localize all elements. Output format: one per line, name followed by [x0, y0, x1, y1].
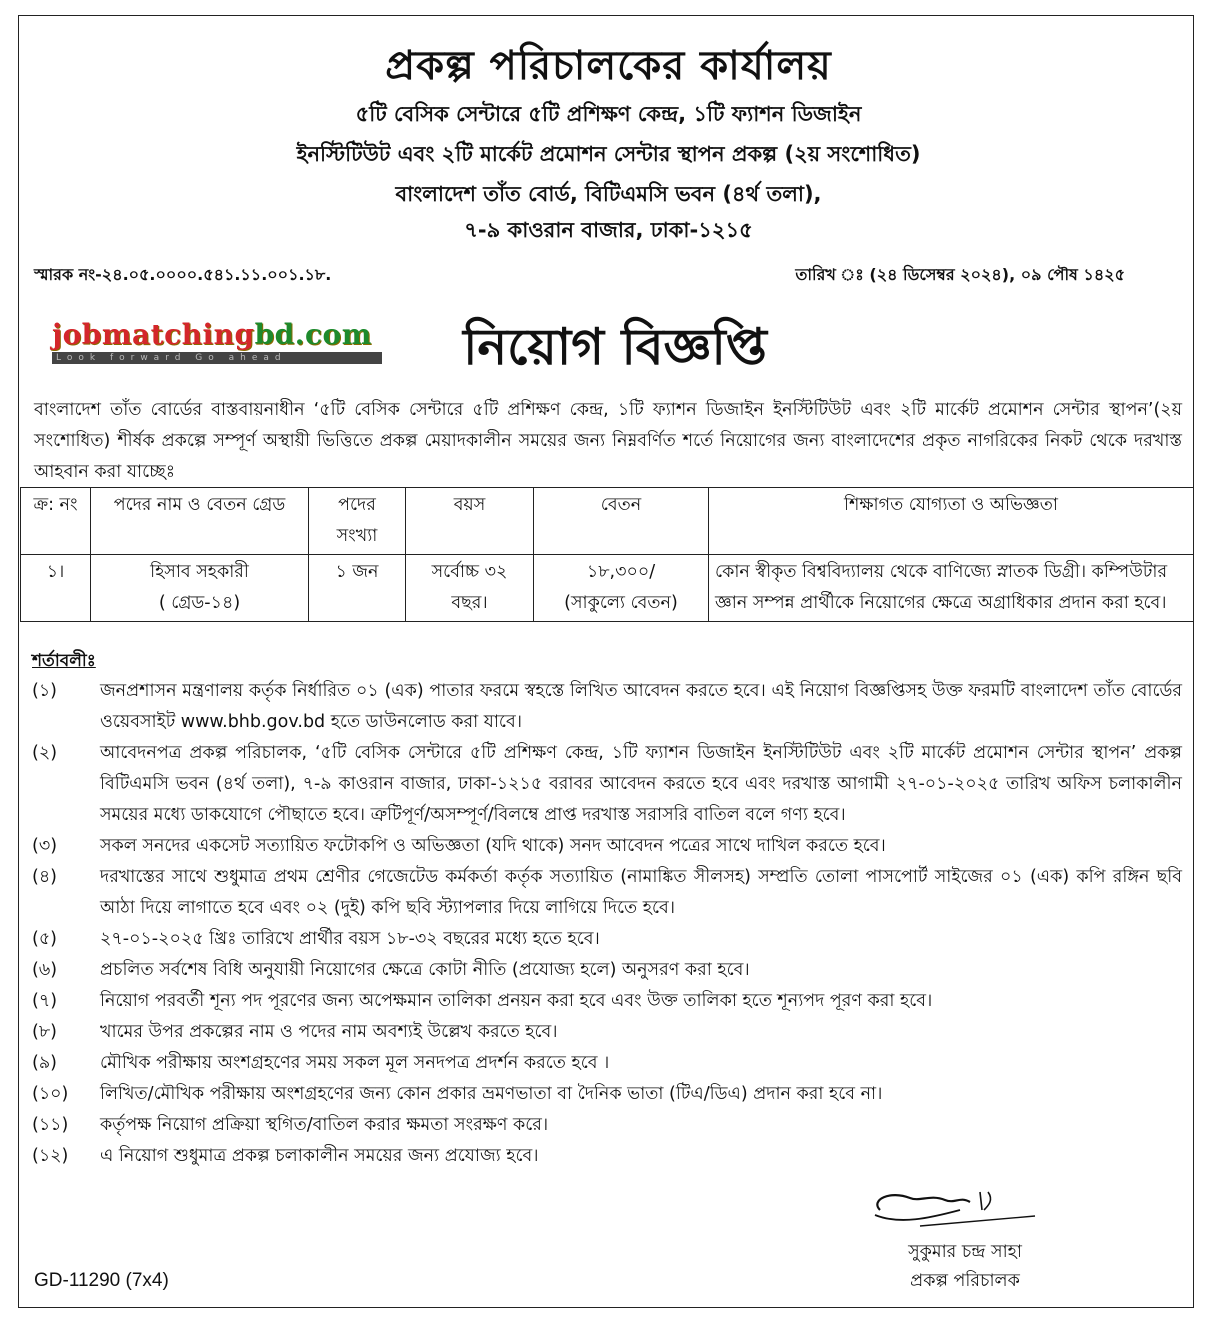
- term-number: (৭): [32, 991, 58, 1011]
- term-text: প্রচলিত সর্বশেষ বিধি অনুযায়ী নিয়োগের ক্ষেত্রে কোটা নীতি (প্রযোজ্য হলে) অনুসরণ করা হবে।: [100, 960, 750, 980]
- term-text: মৌখিক পরীক্ষায় অংশগ্রহণের সময় সকল মূল সনদপত্র প্রদর্শন করতে হবে ।: [100, 1053, 610, 1073]
- term-number: (১২): [32, 1146, 69, 1166]
- project-line-2: ইনস্টিটিউট এবং ২টি মার্কেট প্রমোশন সেন্টার স্থাপন প্রকল্প (২য় সংশোধিত): [296, 142, 921, 166]
- signatory-name: সুকুমার চন্দ্র সাহা: [908, 1242, 1022, 1262]
- address-line-1: বাংলাদেশ তাঁত বোর্ড, বিটিএমসি ভবন (৪র্থ তলা),: [395, 182, 822, 206]
- header-serial: ক্র: নং: [21, 488, 91, 555]
- term-item: [32, 924, 1182, 955]
- header-count: পদের সংখ্যা: [309, 488, 406, 555]
- term-item: [32, 1048, 1182, 1079]
- cell-serial: ১।: [21, 555, 91, 622]
- term-number: (৯): [32, 1053, 58, 1073]
- term-text: লিখিত/মৌখিক পরীক্ষায় অংশগ্রহণের জন্য কোন প্রকার ভ্রমণভাতা বা দৈনিক ভাতা (টিএ/ডিএ) প্রদান করা হবে না।: [100, 1084, 883, 1104]
- logo-text-1: jobmatching: [52, 318, 255, 351]
- header-post: পদের নাম ও বেতন গ্রেড: [91, 488, 309, 555]
- term-item: [32, 738, 1182, 831]
- term-text: ২৭-০১-২০২৫ খ্রিঃ তারিখে প্রার্থীর বয়স ১৮-৩২ বছরের মধ্যে হতে হবে।: [100, 929, 600, 949]
- project-line-1: ৫টি বেসিক সেন্টারে ৫টি প্রশিক্ষণ কেন্দ্র, ১টি ফ্যাশন ডিজাইন: [355, 102, 862, 126]
- notice-title: নিয়োগ বিজ্ঞপ্তি: [463, 318, 767, 376]
- handwritten-signature: [860, 1180, 1080, 1240]
- header-qualification: শিক্ষাগত যোগ্যতা ও অভিজ্ঞতা: [709, 488, 1194, 555]
- term-item: [32, 1079, 1182, 1110]
- memo-number: স্মারক নং-২৪.০৫.০০০০.৫৪১.১১.০০১.১৮.: [34, 265, 332, 284]
- term-item: [32, 831, 1182, 862]
- table-header-row: [21, 488, 1194, 555]
- term-number: (১০): [32, 1084, 69, 1104]
- term-number: (২): [32, 743, 58, 763]
- term-number: (৫): [32, 929, 58, 949]
- term-text: খামের উপর প্রকল্পের নাম ও পদের নাম অবশ্যই উল্লেখ করতে হবে।: [100, 1022, 558, 1042]
- post-grade: ( গ্রেড-১৪): [158, 593, 241, 613]
- term-text: কর্তৃপক্ষ নিয়োগ প্রক্রিয়া স্থগিত/বাতিল করার ক্ষমতা সংরক্ষণ করে।: [100, 1115, 549, 1135]
- term-number: (৩): [32, 836, 58, 856]
- term-text: আবেদনপত্র প্রকল্প পরিচালক, ‘৫টি বেসিক সেন্টারে ৫টি প্রশিক্ষণ কেন্দ্র, ১টি ফ্যাশন ডিজাইন ইনস্টিটিউট এবং ২টি মার্কেট প্রমোশন সেন্টার স্থাপন’ প্রকল্প বিটিএমসি ভবন (৪র্থ তলা), ৭-৯ কাওরান বাজার, ঢাকা-১২১৫ বরাবর আবেদন করতে হবে এবং দরখাস্ত আগামী ২৭-০১-২০২৫ তারিখ অফিস চলাকালীন সময়ের মধ্যে ডাকযোগে পৌছাতে হবে। ত্রুটিপূর্ণ/অসম্পূর্ণ/বিলম্বে প্রাপ্ত দরখাস্ত সরাসরি বাতিল বলে গণ্য হবে।: [100, 743, 1182, 825]
- cell-post: [91, 555, 309, 622]
- term-text: দরখাস্তের সাথে শুধুমাত্র প্রথম শ্রেণীর গেজেটেড কর্মকর্তা কর্তৃক সত্যায়িত (নামাঙ্কিত সীলসহ) সম্প্রতি তোলা পাসপোর্ট সাইজের ০১ (এক) কপি রঙ্গিন ছবি আঠা দিয়ে লাগাতে হবে এবং ০২ (দুই) কপি ছবি স্ট্যাপলার দিয়ে লাগিয়ে দিতে হবে।: [100, 867, 1182, 918]
- term-item: [32, 862, 1182, 924]
- cell-count: ১ জন: [309, 555, 406, 622]
- term-item: [32, 986, 1182, 1017]
- post-name: হিসাব সহকারী: [150, 562, 249, 582]
- term-text: নিয়োগ পরবর্তী শূন্য পদ পূরণের জন্য অপেক্ষমান তালিকা প্রনয়ন করা হবে এবং উক্ত তালিকা হতে শূন্যপদ পূরণ করা হবে।: [100, 991, 933, 1011]
- job-table: [20, 487, 1194, 622]
- term-number: (১): [32, 681, 58, 701]
- signature-block: [850, 1238, 1080, 1296]
- office-title: প্রকল্প পরিচালকের কার্যালয়: [385, 43, 832, 89]
- term-item: [32, 1141, 1182, 1172]
- logo-text-2: bd.com: [254, 318, 372, 351]
- gd-reference: GD-11290 (7x4): [34, 1270, 169, 1291]
- header-age: বয়স: [406, 488, 534, 555]
- term-item: [32, 1110, 1182, 1141]
- cell-qualification: কোন স্বীকৃত বিশ্ববিদ্যালয় থেকে বাণিজ্যে স্নাতক ডিগ্রী। কম্পিউটার জ্ঞান সম্পন্ন প্রার্থীকে নিয়োগের ক্ষেত্রে অগ্রাধিকার প্রদান করা হবে।: [709, 555, 1194, 622]
- term-number: (৮): [32, 1022, 58, 1042]
- terms-heading: শর্তাবলীঃ: [32, 651, 96, 671]
- term-text: এ নিয়োগ শুধুমাত্র প্রকল্প চলাকালীন সময়ের জন্য প্রযোজ্য হবে।: [100, 1146, 539, 1166]
- term-text: জনপ্রশাসন মন্ত্রণালয় কর্তৃক নির্ধারিত ০১ (এক) পাতার ফরমে স্বহস্তে লিখিত আবেদন করতে হবে। এই নিয়োগ বিজ্ঞপ্তিসহ উক্ত ফরমটি বাংলাদেশ তাঁত বোর্ডের ওয়েবসাইট www.bhb.gov.bd হতে ডাউনলোড করা যাবে।: [100, 681, 1182, 732]
- header-salary: বেতন: [534, 488, 709, 555]
- term-number: (৬): [32, 960, 58, 980]
- notice-date: তারিখ ঃ (২৪ ডিসেম্বর ২০২৪), ০৯ পৌষ ১৪২৫: [795, 265, 1125, 284]
- term-number: (৪): [32, 867, 58, 887]
- term-number: (১১): [32, 1115, 69, 1135]
- terms-list: [32, 676, 1182, 1172]
- cell-salary: [534, 555, 709, 622]
- term-item: [32, 955, 1182, 986]
- watermark-logo: [52, 318, 382, 366]
- term-item: [32, 676, 1182, 738]
- cell-age: সর্বোচ্চ ৩২ বছর।: [406, 555, 534, 622]
- term-text: সকল সনদের একসেট সত্যায়িত ফটোকপি ও অভিজ্ঞতা (যদি থাকে) সনদ আবেদন পত্রের সাথে দাখিল করতে হবে।: [100, 836, 886, 856]
- table-row: [21, 555, 1194, 622]
- signatory-designation: প্রকল্প পরিচালক: [910, 1271, 1020, 1291]
- salary-amount: ১৮,৩০০/: [586, 562, 656, 582]
- logo-tagline: Look forward Go ahead: [52, 352, 382, 364]
- address-line-2: ৭-৯ কাওরান বাজার, ঢাকা-১২১৫: [464, 218, 753, 242]
- term-item: [32, 1017, 1182, 1048]
- intro-paragraph: বাংলাদেশ তাঁত বোর্ডের বাস্তবায়নাধীন ‘৫টি বেসিক সেন্টারে ৫টি প্রশিক্ষণ কেন্দ্র, ১টি ফ্যাশন ডিজাইন ইনস্টিটিউট এবং ২টি মার্কেট প্রমোশন সেন্টার স্থাপন’(২য় সংশোধিত) শীর্ষক প্রকল্পে সম্পূর্ণ অস্থায়ী ভিত্তিতে প্রকল্প মেয়াদকালীন সময়ের জন্য নিম্নবর্ণিত শর্তে নিয়োগের জন্য বাংলাদেশের প্রকৃত নাগরিকের নিকট থেকে দরখাস্ত আহবান করা যাচ্ছেঃ: [34, 400, 1182, 482]
- salary-note: (সাকুল্যে বেতন): [564, 593, 678, 613]
